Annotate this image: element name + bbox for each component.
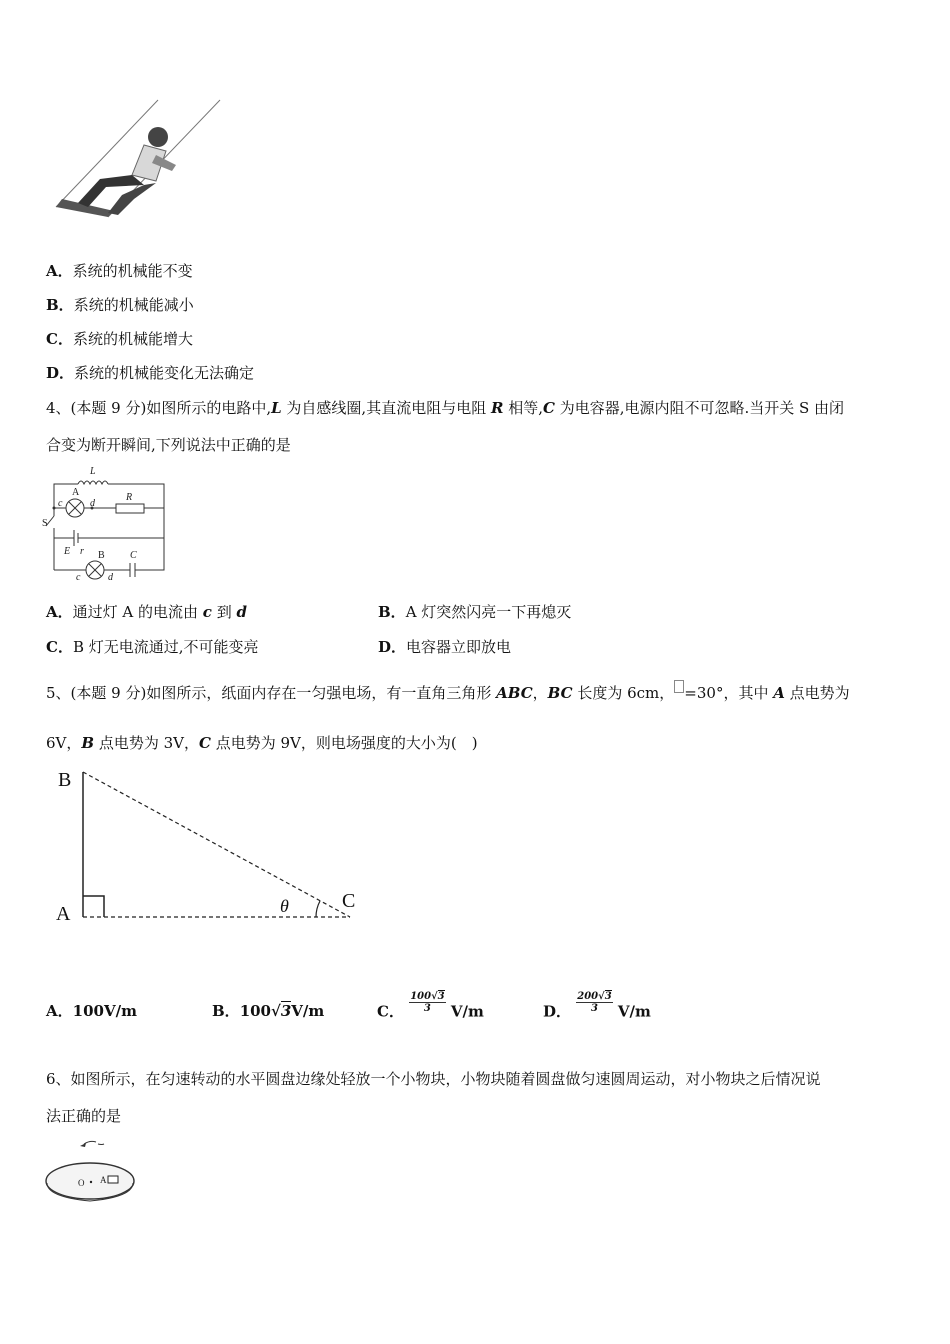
circuit-label-c-top: c: [58, 498, 63, 509]
q4-circuit-diagram: [40, 462, 170, 584]
q5-option-d: D． $\frac{200√3}{3}$ V/m: [543, 991, 651, 1021]
q5-option-b: B．100√3V/m: [212, 1002, 325, 1020]
q3-option-a: A．系统的机械能不变: [46, 262, 193, 280]
circuit-label-A: A: [72, 487, 80, 498]
fraction-100root3-over-3: $\frac{100√3}{3}$: [410, 991, 445, 1014]
q3-option-c: C．系统的机械能增大: [46, 330, 193, 348]
q5-triangle-figure: [50, 762, 370, 932]
q6-rotating-disc-figure: [44, 1136, 140, 1204]
circuit-label-R: R: [126, 492, 133, 503]
q4-stem-line1: 4、(本题 9 分)如图所示的电路中,L 为自感线圈,其直流电阻与电阻 R 相等,C 为电容器,电源内阻不可忽略.当开关 S 由闭: [46, 399, 845, 417]
fraction-200root3-over-3: $\frac{200√3}{3}$: [577, 991, 612, 1014]
q4-option-a: A．通过灯 A 的电流由 c 到 d: [46, 603, 247, 621]
q4-option-b: B．A 灯突然闪亮一下再熄灭: [378, 603, 572, 621]
swing-illustration: [48, 95, 228, 225]
circuit-label-E: E: [64, 546, 71, 557]
disc-label-O: O: [78, 1178, 85, 1188]
q4-stem-line2: 合变为断开瞬间,下列说法中正确的是: [46, 436, 291, 454]
triangle-label-theta: θ: [280, 896, 289, 916]
q6-stem-line2: 法正确的是: [46, 1107, 122, 1125]
circuit-label-c-bottom: c: [76, 572, 81, 583]
q5-stem-line1: 5、(本题 9 分)如图所示，纸面内存在一匀强电场，有一直角三角形 ABC，BC 长度为 6cm， =30°，其中 A 点电势为: [46, 683, 850, 703]
q6-stem-line1: 6、如图所示，在匀速转动的水平圆盘边缘处轻放一个小物块，小物块随着圆盘做匀速圆周运动，对小物块之后情况说: [46, 1070, 821, 1088]
q5-option-a: A．100V/m: [46, 1002, 137, 1020]
q3-option-d: D．系统的机械能变化无法确定: [46, 364, 255, 382]
q3-option-b: B．系统的机械能减小: [46, 296, 194, 314]
circuit-label-B: B: [98, 550, 105, 561]
missing-symbol-box: [674, 680, 684, 693]
circuit-label-r: r: [80, 546, 84, 557]
q5-option-c: C． $\frac{100√3}{3}$ V/m: [377, 991, 484, 1021]
triangle-label-C: C: [342, 890, 356, 912]
q4-option-c: C．B 灯无电流通过,不可能变亮: [46, 638, 259, 656]
q4-option-d: D．电容器立即放电: [378, 638, 512, 656]
circuit-label-L: L: [90, 466, 96, 477]
circuit-label-S: S: [42, 518, 48, 529]
q5-stem-line2: 6V，B 点电势为 3V，C 点电势为 9V，则电场强度的大小为( ): [46, 734, 478, 752]
circuit-label-C: C: [130, 550, 137, 561]
rotation-arrow-icon: [80, 1143, 86, 1147]
triangle-label-A: A: [56, 903, 71, 925]
disc-label-A: A: [100, 1175, 107, 1185]
triangle-label-B: B: [58, 769, 72, 791]
circuit-label-d-top: d: [90, 498, 95, 509]
circuit-label-d-bottom: d: [108, 572, 113, 583]
small-block-icon: [108, 1176, 118, 1183]
